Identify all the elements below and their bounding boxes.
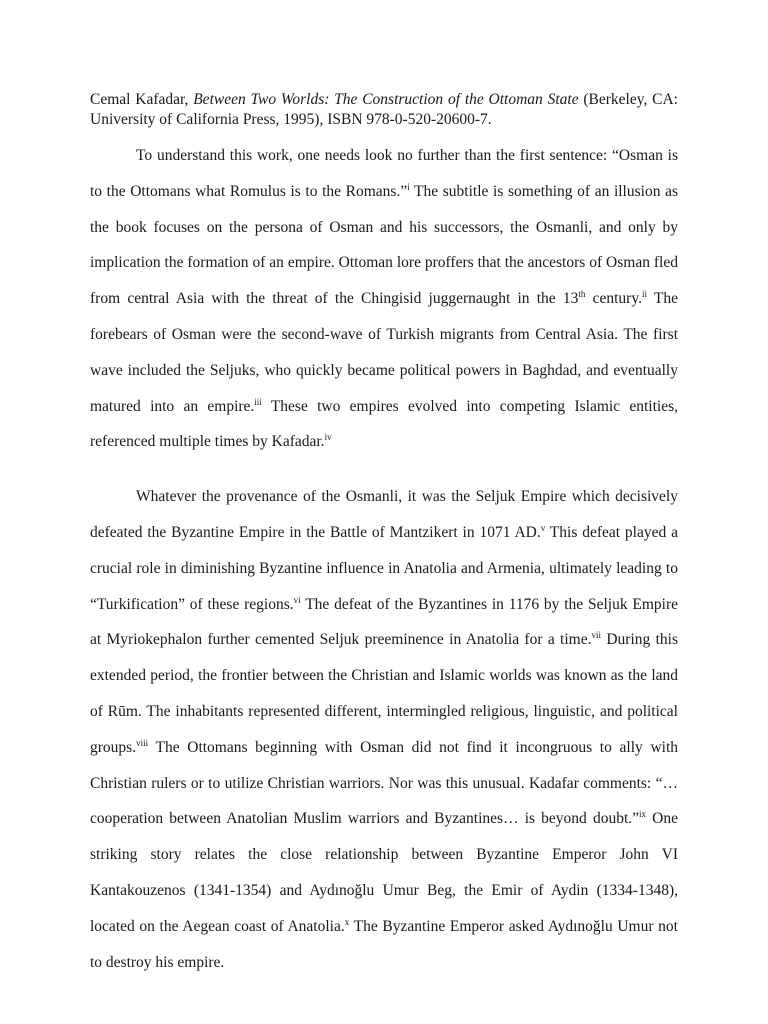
paragraph-2	[90, 479, 678, 980]
p2-text-5: The Ottomans beginning with Osman did not find it incongruous to ally with Christian rulers or to utilize Christian warriors. Nor was this unusual. Kadafar comments: “…cooperation between Anatolian Muslim warriors and Byzantines… is beyond doubt.”	[90, 738, 678, 828]
endnote-ref-iv: iv	[324, 432, 332, 443]
p1-text-4: The forebears of Osman were the second-wave of Turkish migrants from Central Asia. The first wave included the Seljuks, who quickly became political powers in Baghdad, and eventually matured into an empire.	[90, 290, 678, 415]
p2-text-7: The Byzantine Emperor asked Aydınoğlu Umur not to destroy his empire.	[90, 917, 678, 971]
p2-text-2: This defeat played a crucial role in diminishing Byzantine influence in Anatolia and Armenia, ultimately leading to “Turkification” of these regions.	[90, 523, 678, 613]
book-citation	[90, 90, 678, 130]
endnote-ref-x: x	[344, 916, 350, 927]
citation-author: Cemal Kafadar,	[90, 91, 194, 108]
endnote-ref-i: i	[407, 181, 410, 192]
endnote-ref-viii: viii	[136, 737, 149, 748]
endnote-ref-ix: ix	[639, 809, 647, 820]
paragraph-1	[90, 138, 678, 460]
endnote-ref-vi: vi	[293, 594, 301, 605]
p2-text-4: During this extended period, the frontier between the Christian and Islamic worlds was known as the land of Rūm. The inhabitants represented different, intermingled religious, linguistic, and political groups.	[90, 631, 678, 756]
endnote-ref-vii: vii	[591, 630, 601, 641]
citation-title: Between Two Worlds: The Construction of the Ottoman State	[193, 91, 579, 108]
p1-text-2: The subtitle is something of an illusion as the book focuses on the persona of Osman and his successors, the Osmanli, and only by implication the formation of an empire. Ottoman lore proffers that the ancestors of Osman fled from central Asia with the threat of the Chingisid juggernaught in the 13	[90, 182, 678, 308]
citation-publication-info: (Berkeley, CA: University of California Press, 1995), ISBN 978-0-520-20600-7.	[90, 91, 678, 128]
p1-text-1: To understand this work, one needs look no further than the first sentence: “Osman is to the Ottomans what Romulus is to the Romans.”	[90, 147, 678, 200]
p2-text-6: One striking story relates the close relationship between Byzantine Emperor John VI Kantakouzenos (1341-1354) and Aydınoğlu Umur Beg, the Emir of Aydin (1334-1348), located on the Aegean coast of Anatolia.	[90, 810, 678, 935]
p1-text-5: These two empires evolved into competing Islamic entities, referenced multiple times by Kafadar.	[90, 397, 679, 451]
p2-text-1: Whatever the provenance of the Osmanli, it was the Seljuk Empire which decisively defeated the Byzantine Empire in the Battle of Mantzikert in 1071 AD.	[90, 488, 678, 541]
ordinal-superscript: th	[578, 289, 586, 300]
p2-text-3: The defeat of the Byzantines in 1176 by the Seljuk Empire at Myriokephalon further cemented Seljuk preeminence in Anatolia for a time.	[90, 595, 678, 649]
endnote-ref-iii: iii	[254, 396, 262, 407]
endnote-ref-v: v	[540, 522, 546, 533]
p1-text-3: century.	[585, 290, 642, 308]
endnote-ref-ii: ii	[641, 289, 647, 300]
document-page	[90, 90, 678, 980]
